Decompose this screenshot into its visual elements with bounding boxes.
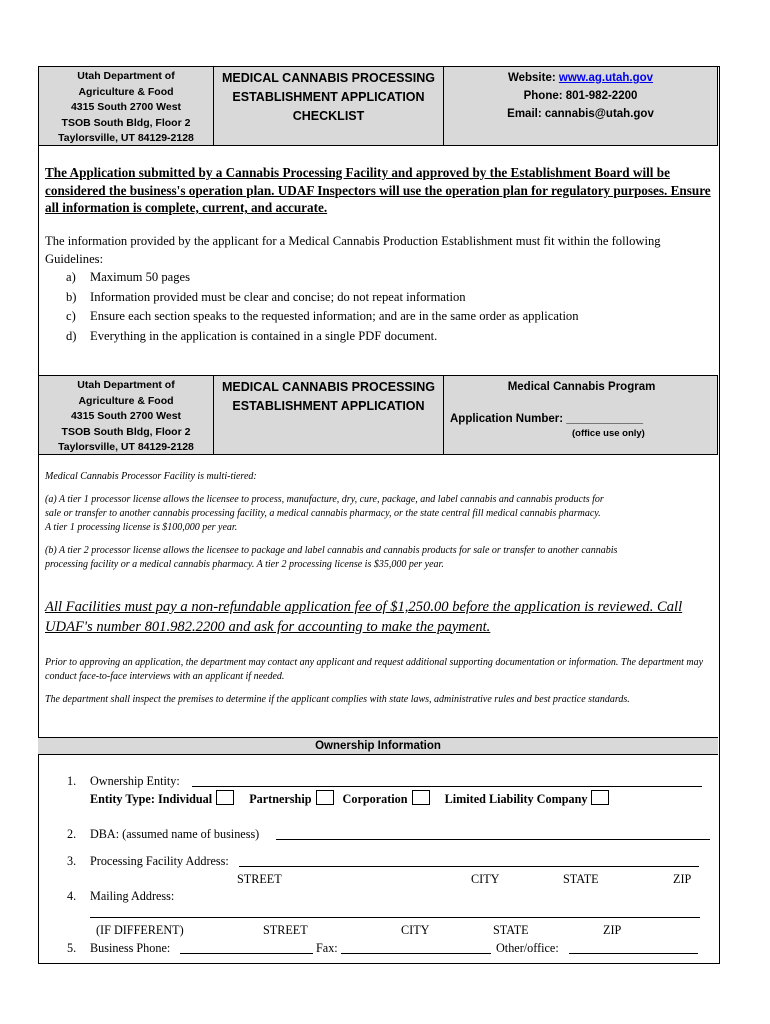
email-text: Email: cannabis@utah.gov	[507, 108, 654, 120]
prior-approval-note: Prior to approving an application, the department may contact any applicant and request additional supporting documentation or information. The department may conduct face-to-face interviews with an applicant if needed.	[45, 657, 704, 682]
contact-block: Website: www.ag.utah.gov Phone: 801-982-2200 Email: cannabis@utah.gov	[444, 67, 717, 145]
facility-address-field[interactable]	[239, 866, 699, 867]
application-title: MEDICAL CANNABIS PROCESSING ESTABLISHMENT APPLICATION	[214, 376, 444, 454]
office-use-note: (office use only)	[572, 428, 645, 439]
business-phone-field[interactable]	[180, 953, 313, 954]
operation-plan-notice: The Application submitted by a Cannabis Processing Facility and approved by the Establishment Board will be considered the business's operation plan. UDAF Inspectors will use the operation plan for regulatory purposes. Ensure all information is complete, current, and accurate.	[45, 165, 711, 215]
mailing-address-field[interactable]	[90, 917, 700, 918]
tier-intro: Medical Cannabis Processor Facility is multi-tiered:	[45, 471, 257, 482]
program-name: Medical Cannabis Program	[507, 381, 656, 393]
list-item: a) Maximum 50 pages	[66, 270, 191, 284]
llc-checkbox[interactable]	[591, 790, 609, 805]
dba-label: DBA: (assumed name of business)	[90, 827, 260, 841]
agency-address-block: Utah Department of Agriculture & Food 4315 South 2700 West TSOB South Bldg, Floor 2 Taylorsville, UT 84129-2128	[39, 376, 214, 454]
corporation-checkbox[interactable]	[412, 790, 430, 805]
list-item: b) Information provided must be clear and concise; do not repeat information	[66, 289, 466, 304]
list-item: d) Everything in the application is contained in a single PDF document.	[66, 328, 438, 343]
ownership-entity-label: Ownership Entity:	[90, 774, 180, 788]
mailing-address-label: Mailing Address:	[90, 889, 175, 903]
agency-line: Utah Department of	[77, 70, 175, 82]
business-phone-label: Business Phone:	[90, 941, 171, 955]
facility-address-label: Processing Facility Address:	[90, 854, 229, 868]
checklist-header	[38, 66, 718, 146]
agency-line: Taylorsville, UT 84129-2128	[58, 132, 194, 144]
inspection-note: The department shall inspect the premises to determine if the applicant complies with state laws, administrative rules and best practice standards.	[45, 694, 630, 705]
agency-address-block	[39, 67, 214, 145]
ownership-section-header: Ownership Information	[38, 737, 718, 755]
program-block	[444, 376, 717, 454]
agency-line: TSOB South Bldg, Floor 2	[61, 116, 191, 129]
website-link[interactable]: www.ag.utah.gov	[558, 72, 654, 84]
fax-label: Fax:	[316, 941, 338, 955]
guidelines-list	[66, 268, 579, 346]
application-number: Application Number: ____________	[450, 413, 644, 425]
ownership-entity-field[interactable]	[192, 786, 702, 787]
fee-notice: All Facilities must pay a non-refundable application fee of $1,250.00 before the application is reviewed. Call UDAF's number 801.982.2200 and ask for accounting to make the payment.	[45, 599, 683, 635]
entity-type-row: Entity Type: Individual Partnership Corporation Limited Liability Company	[90, 790, 615, 807]
application-header	[38, 375, 718, 455]
fax-field[interactable]	[341, 953, 491, 954]
tier1-description: (a) A tier 1 processor license allows the licensee to process, manufacture, dry, cure, package, and label cannabis and cannabis products for sale or transfer to another cannabis processing facility, a medical cannabis pharmacy, or the state central fill medical cannabis pharmacy. A tier 1 processing license is $100,000 per year.	[45, 494, 604, 533]
phone-text: Phone: 801-982-2200	[523, 90, 638, 102]
list-item: c) Ensure each section speaks to the requested information; and are in the same order as application	[66, 309, 579, 323]
checklist-title: MEDICAL CANNABIS PROCESSING ESTABLISHMENT APPLICATION CHECKLIST	[214, 67, 444, 145]
partnership-checkbox[interactable]	[316, 790, 334, 805]
guidelines-intro: The information provided by the applicant for a Medical Cannabis Production Establishment must fit within the following Guidelines:	[45, 234, 661, 266]
agency-line: Agriculture & Food	[78, 85, 174, 98]
other-office-field[interactable]	[569, 953, 698, 954]
tier2-description: (b) A tier 2 processor license allows the licensee to package and label cannabis and cannabis products for sale or transfer to another cannabis processing facility or a medical cannabis pharmacy. A tier 2 processing license is $35,000 per year.	[45, 545, 618, 570]
individual-checkbox[interactable]	[216, 790, 234, 805]
dba-field[interactable]	[276, 839, 710, 840]
other-office-label: Other/office:	[496, 941, 559, 955]
agency-line: 4315 South 2700 West	[70, 101, 182, 113]
